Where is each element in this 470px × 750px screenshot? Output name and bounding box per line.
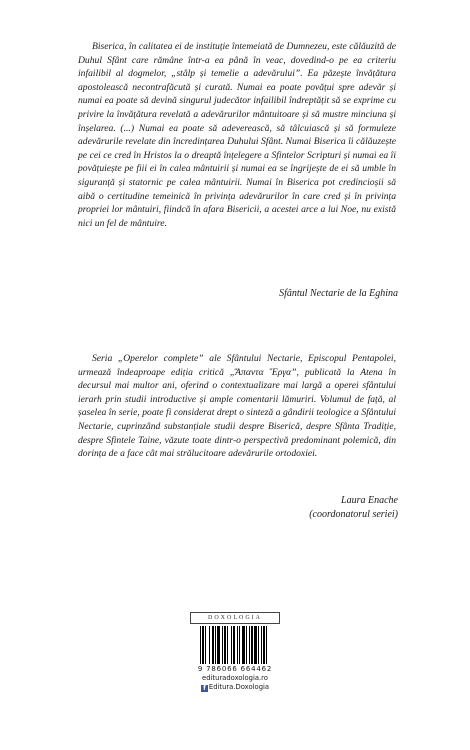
publisher-facebook[interactable] (190, 683, 280, 692)
quote-paragraph: Biserica, în calitatea ei de instituție întemeiată de Dumnezeu, este călăuzită de Duhul Sfânt care rămâne într-a ea până în veac, dovedind-o pe ea criteriu infailibil al dogmelor, „stâlp și temelie a adevărului”. Ea păzește învățătura apostolească necontrafăcută și curată. Numai ea poate povățui spre adevăr și numai ea poate să devină singurul judecător infailibil îndreptățit să se exprime cu privire la învățătura revelată a adevărurilor mântuitoare și să mustre minciuna și înșelarea. (...) Numai ea poate să adeverească, să tâlcuiască și să formuleze adevărurile revelate din încredințarea Duhului Sfânt. Numai Biserica îi călăuzește pe cei ce cred în Hristos la o dreaptă înțelegere a Sfintelor Scripturi și numai ea îi povățuiește pe fiii ei în calea mântuirii și numai ea se îngrijește de ei să umble în siguranță și statornic pe calea mântuirii. Numai în Biserica pot credincioșii să aibă o certitudine temeinică în privința adevărurilor în care cred și în privința propriei lor mântuiri, fiindcă în afara Bisericii, a acestei arce a lui Noe, nu există nici un fel de mântuire. (78, 41, 396, 229)
isbn-number: 9 786066 664462 (197, 665, 273, 673)
barcode-bar (267, 626, 270, 664)
publisher-block (190, 612, 280, 692)
series-intro-paragraph: Seria „Operelor complete” ale Sfântului Nectarie, Episcopul Pentapolei, urmează îndeaproape ediția critică „Ἅπαντα Ἔργα”, publicată la Atena în decursul mai multor ani, oferind o contextualizare mai largă a operei sfântului ierarh prin studii introductive și ample comentarii lămuriri. Volumul de față, al șaselea în serie, poate fi considerat drept o sinteză a gândirii teologice a Sfântului Nectarie, cuprinzând substanțiale studii despre Biserică, despre Sfânta Tradiție, despre Sfintele Taine, văzute toate dintr-o perspectivă predominant polemică, din dorința de a face cât mai strălucitoare adevărurile ortodoxiei. (78, 353, 396, 460)
quote-signature: Sfântul Nectarie de la Eghina (279, 288, 398, 299)
facebook-label: Editura.Doxologia (208, 683, 270, 691)
isbn-barcode (190, 626, 280, 664)
facebook-icon: f (201, 685, 208, 692)
coordinator-name: Laura Enache (341, 495, 398, 506)
coordinator-block (309, 494, 398, 522)
publisher-website[interactable]: edituradoxologia.ro (202, 674, 268, 682)
coordinator-role: (coordonatorul seriei) (309, 509, 398, 520)
publisher-logo: DOXOLOGIA (190, 612, 280, 624)
